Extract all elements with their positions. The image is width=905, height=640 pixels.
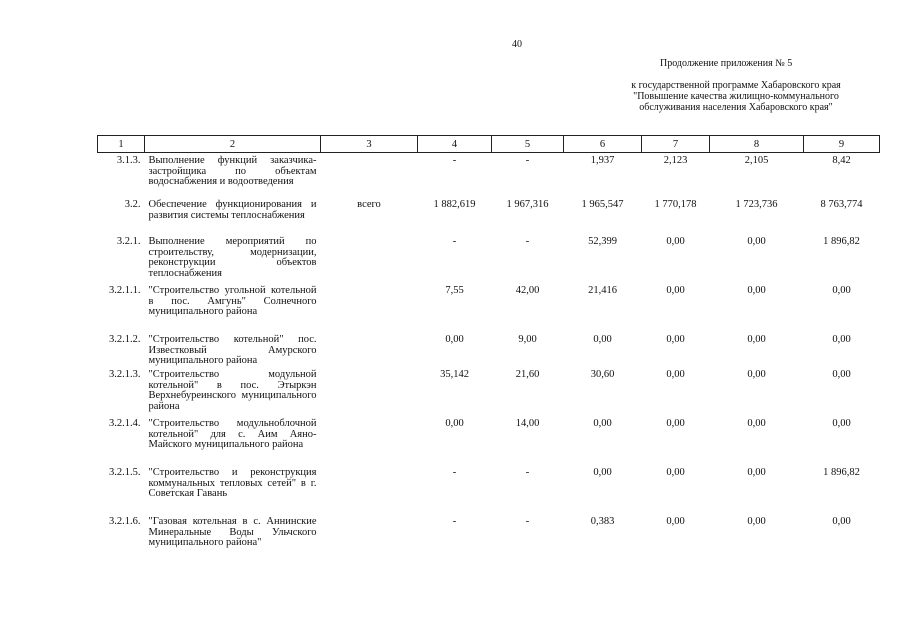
row-total: 0,00 xyxy=(832,369,851,380)
row-total: 0,00 xyxy=(832,334,851,345)
row-value: - xyxy=(452,155,457,166)
table-row xyxy=(98,283,880,332)
row-value: 21,60 xyxy=(515,369,540,380)
row-value: 0,00 xyxy=(666,236,685,247)
row-name: "Строительство угольной котельной в пос. Амгунь" Солнечного муниципального района xyxy=(148,285,317,317)
row-total: 0,00 xyxy=(832,418,851,429)
row-value: 1 967,316 xyxy=(506,199,549,210)
row-value: - xyxy=(525,516,530,527)
table-header xyxy=(98,136,880,153)
row-value: 42,00 xyxy=(515,285,540,296)
row-source xyxy=(321,367,418,416)
row-value: 0,00 xyxy=(666,369,685,380)
table-row xyxy=(98,416,880,465)
row-total: 0,00 xyxy=(832,285,851,296)
table-row xyxy=(98,234,880,283)
row-name: Выполнение мероприятий по строительству, модернизации, реконструкции объектов теплоснабжения xyxy=(148,236,317,279)
row-value: - xyxy=(452,467,457,478)
row-value: - xyxy=(452,236,457,247)
table-row xyxy=(98,514,880,563)
row-value: 0,00 xyxy=(747,236,766,247)
row-number: 3.2.1.5. xyxy=(109,467,141,478)
row-value: 0,00 xyxy=(593,334,612,345)
program-table xyxy=(97,135,880,563)
row-name: Выполнение функций заказчика-застройщика по объектам водоснабжения и водоотведения xyxy=(148,155,317,187)
appendix-title: Продолжение приложения № 5 xyxy=(660,58,793,69)
header-row xyxy=(98,136,880,153)
row-value: 0,00 xyxy=(666,285,685,296)
row-value: 0,00 xyxy=(747,467,766,478)
row-number: 3.2.1.6. xyxy=(109,516,141,527)
row-value: 0,00 xyxy=(747,418,766,429)
header-cell: 3 xyxy=(321,136,418,153)
table-row xyxy=(98,197,880,234)
row-total: 8 763,774 xyxy=(820,199,863,210)
row-number: 3.2.1.1. xyxy=(109,285,141,296)
row-value: 7,55 xyxy=(445,285,464,296)
row-value: 2,105 xyxy=(744,155,769,166)
row-value: 0,00 xyxy=(747,285,766,296)
header-cell: 9 xyxy=(804,136,880,153)
row-total: 1 896,82 xyxy=(823,236,860,247)
program-reference: к государственной программе Хабаровского края "Повышение качества жилищно-коммунального обслуживания населения Хабаровского края" xyxy=(631,80,841,113)
row-value: 0,00 xyxy=(593,418,612,429)
table-row xyxy=(98,153,880,198)
row-source xyxy=(321,234,418,283)
row-value: 0,00 xyxy=(445,418,464,429)
row-source xyxy=(321,283,418,332)
header-cell: 1 xyxy=(98,136,145,153)
row-value: 0,00 xyxy=(593,467,612,478)
row-value: 1 770,178 xyxy=(654,199,697,210)
row-source xyxy=(321,416,418,465)
row-source xyxy=(321,153,418,198)
row-number: 3.2.1.3. xyxy=(109,369,141,380)
row-value: - xyxy=(525,236,530,247)
row-value: 30,60 xyxy=(590,369,615,380)
row-value: 0,383 xyxy=(590,516,615,527)
row-number: 3.2.1.2. xyxy=(109,334,141,345)
row-value: 35,142 xyxy=(440,369,469,380)
row-value: 0,00 xyxy=(747,334,766,345)
row-value: 0,00 xyxy=(666,334,685,345)
table-row xyxy=(98,332,880,367)
row-value: 1 882,619 xyxy=(433,199,476,210)
row-value: 0,00 xyxy=(747,516,766,527)
row-number: 3.1.3. xyxy=(116,155,141,166)
row-value: 1 723,736 xyxy=(735,199,778,210)
row-source xyxy=(321,465,418,514)
row-total: 1 896,82 xyxy=(823,467,860,478)
header-cell: 5 xyxy=(492,136,564,153)
row-value: 0,00 xyxy=(666,467,685,478)
row-number: 3.2.1.4. xyxy=(109,418,141,429)
row-value: 2,123 xyxy=(663,155,688,166)
row-number: 3.2.1. xyxy=(116,236,141,247)
table-row xyxy=(98,465,880,514)
row-value: 1,937 xyxy=(590,155,615,166)
row-value: - xyxy=(525,467,530,478)
row-value: 0,00 xyxy=(666,516,685,527)
row-name: "Строительство и реконструкция коммунальных тепловых сетей" в г. Советская Гавань xyxy=(148,467,317,499)
row-name: Обеспечение функционирования и развития системы теплоснабжения xyxy=(148,199,317,221)
row-value: 1 965,547 xyxy=(581,199,624,210)
row-value: 21,416 xyxy=(588,285,617,296)
row-number: 3.2. xyxy=(124,199,141,210)
table-row xyxy=(98,367,880,416)
row-total: 0,00 xyxy=(832,516,851,527)
row-name: "Строительство котельной" пос. Известковый Амурского муниципального района xyxy=(148,334,317,366)
row-name: "Газовая котельная в с. Аннинские Минеральные Воды Ульчского муниципального района" xyxy=(148,516,317,548)
row-source: всего xyxy=(357,199,381,210)
header-cell: 2 xyxy=(145,136,321,153)
row-source xyxy=(321,514,418,563)
row-value: 52,399 xyxy=(588,236,617,247)
row-source xyxy=(321,332,418,367)
row-value: 0,00 xyxy=(747,369,766,380)
header-cell: 6 xyxy=(564,136,642,153)
row-value: 0,00 xyxy=(666,418,685,429)
header-cell: 8 xyxy=(710,136,804,153)
header-cell: 4 xyxy=(418,136,492,153)
header-cell: 7 xyxy=(642,136,710,153)
row-value: - xyxy=(452,516,457,527)
row-value: - xyxy=(525,155,530,166)
table-body xyxy=(98,153,880,564)
row-value: 9,00 xyxy=(518,334,537,345)
row-name: "Строительство модульной котельной" в пос. Этыркэн Верхнебуреинского муниципального района xyxy=(148,369,317,412)
row-total: 8,42 xyxy=(832,155,851,166)
row-name: "Строительство модульноблочной котельной" для с. Аим Аяно-Майского муниципального района xyxy=(148,418,317,450)
row-value: 0,00 xyxy=(445,334,464,345)
row-value: 14,00 xyxy=(515,418,540,429)
page-number: 40 xyxy=(512,39,522,50)
